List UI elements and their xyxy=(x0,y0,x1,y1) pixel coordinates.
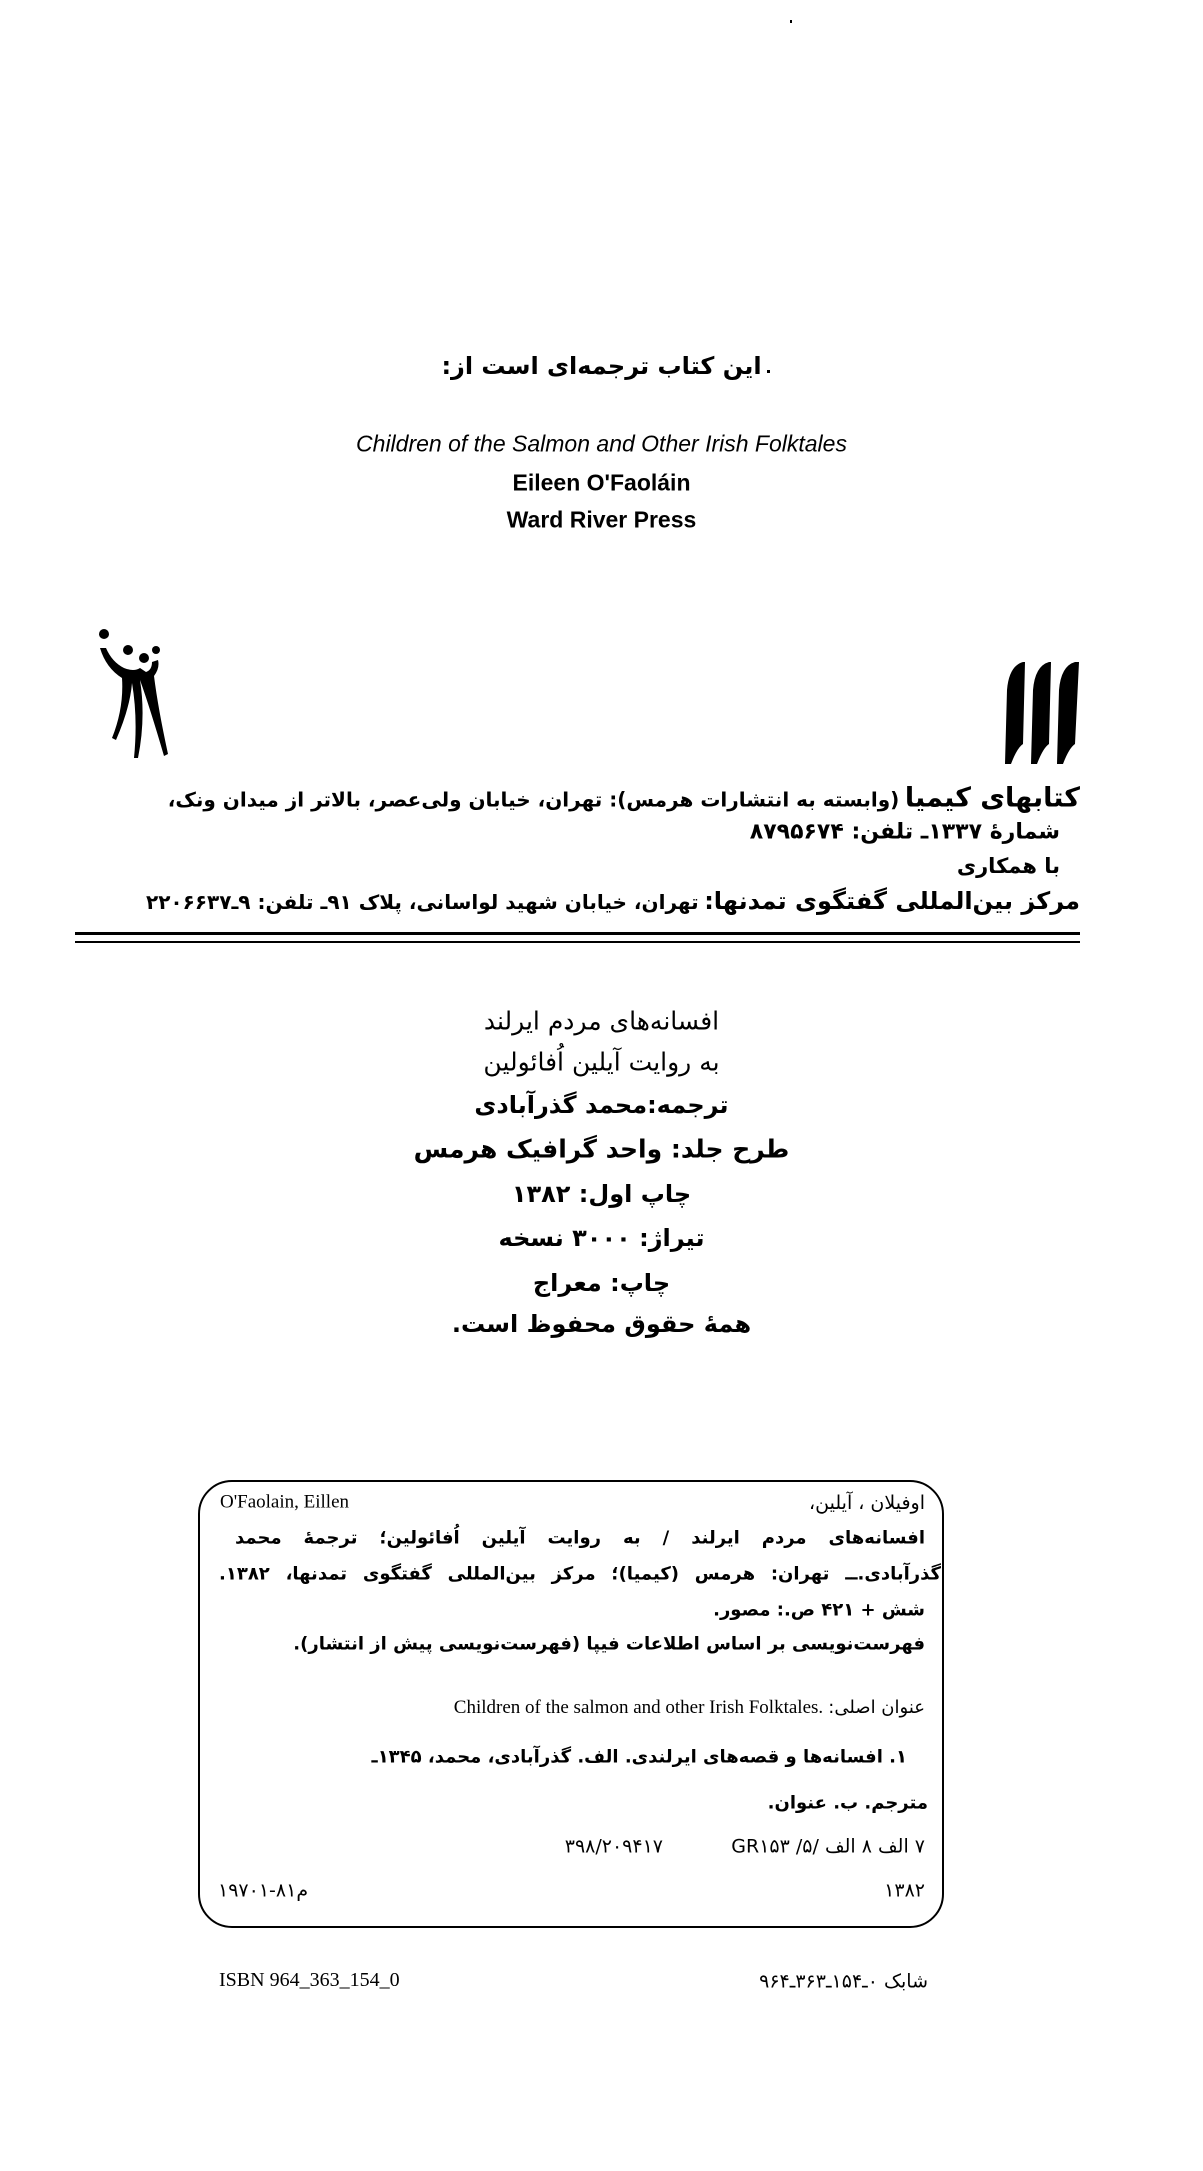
cip-subject: ۱. افسانه‌ها و قصه‌های ایرلندی. الف. گذرآبادی، محمد، ۱۳۴۵ـ xyxy=(371,1746,907,1768)
dancers-logo-icon xyxy=(94,628,182,762)
cip-original-title: Children of the salmon and other Irish Folktales. xyxy=(453,1697,824,1719)
divider-rule xyxy=(75,932,1080,935)
colophon-printer: چاپ: معراج xyxy=(532,1269,671,1297)
hermes-logo-icon xyxy=(1003,660,1083,764)
colophon-edition: چاپ اول: ۱۳۸۲ xyxy=(511,1180,692,1208)
speck-dot xyxy=(767,370,770,373)
cip-record-number: م۸۱-۱۹۷۰۱ xyxy=(218,1879,309,1902)
cip-author-en: O'Faolain, Eillen xyxy=(220,1491,350,1513)
center-address: تهران، خیابان شهید لواسانی، پلاک ۹۱ـ تلفن: ۹ـ۲۲۰۶۶۳۷ xyxy=(145,890,699,915)
center-line xyxy=(75,888,1080,916)
cip-class-dewey: ۳۹۸/۲۰۹۴۱۷ xyxy=(564,1835,663,1858)
kimia-name: کتابهای کیمیا xyxy=(904,782,1080,814)
kimia-line xyxy=(75,782,1080,813)
colophon-title: افسانه‌های مردم ایرلند xyxy=(483,1006,720,1036)
colophon-cover-design: طرح جلد: واحد گرافیک هرمس xyxy=(413,1134,790,1164)
colophon-print-run: تیراژ: ۳۰۰۰ نسخه xyxy=(498,1224,705,1252)
cip-author-fa: اوفیلان ، آیلین، xyxy=(809,1492,925,1515)
scan-speck xyxy=(790,20,792,23)
colophon-translator: ترجمه:محمد گذرآبادی xyxy=(474,1091,729,1119)
collaboration-label: با همکاری xyxy=(956,853,1060,878)
cip-line-fipa: فهرست‌نویسی بر اساس اطلاعات فیپا (فهرست‌نویسی پیش از انتشار). xyxy=(293,1633,925,1655)
isbn-fa: شابک ۰ـ۱۵۴ـ۳۶۳ـ۹۶۴ xyxy=(759,1970,928,1993)
colophon-rights: همهٔ حقوق محفوظ است. xyxy=(451,1310,752,1338)
cip-line-pages: شش + ۴۲۱ ص.: مصور. xyxy=(713,1599,925,1621)
cip-subject-cont: مترجم. ب. عنوان. xyxy=(767,1792,928,1814)
cip-year: ۱۳۸۲ xyxy=(884,1879,925,1902)
kimia-phone: شمارهٔ ۱۳۳۷ـ تلفن: ۸۷۹۵۶۷۴ xyxy=(749,819,1060,845)
isbn-en: ISBN 964_363_154_0 xyxy=(219,1969,400,1991)
original-author: Eileen O'Faoláin xyxy=(512,469,691,496)
cip-line-title: افسانه‌های مردم ایرلند / به روایت آیلین اُفائولین؛ ترجمهٔ محمد xyxy=(235,1527,925,1549)
cip-class-lc: ۷ الف ۸ الف /۵/ GR۱۵۳ xyxy=(731,1835,925,1858)
cip-original-title-line xyxy=(219,1697,925,1719)
kimia-address: (وابسته به انتشارات هرمس): تهران، خیابان ولی‌عصر، بالاتر از میدان ونک، xyxy=(167,787,900,812)
center-name: مرکز بین‌المللی گفتگوی تمدنها: xyxy=(704,887,1080,916)
original-publisher: Ward River Press xyxy=(506,506,697,533)
cip-line-imprint: گذرآبادی.ــ تهران: هرمس (کیمیا)؛ مرکز بین‌المللی گفتگوی تمدنها، ۱۳۸۲. xyxy=(219,1563,941,1585)
colophon-narrator: به روایت آیلین اُفائولین xyxy=(483,1047,720,1077)
translation-intro: این کتاب ترجمه‌ای است از: xyxy=(441,352,762,380)
cip-original-title-label: عنوان اصلی: xyxy=(828,1697,925,1719)
divider-rule-thin xyxy=(75,941,1080,943)
original-title: Children of the Salmon and Other Irish Folktales xyxy=(356,430,847,457)
